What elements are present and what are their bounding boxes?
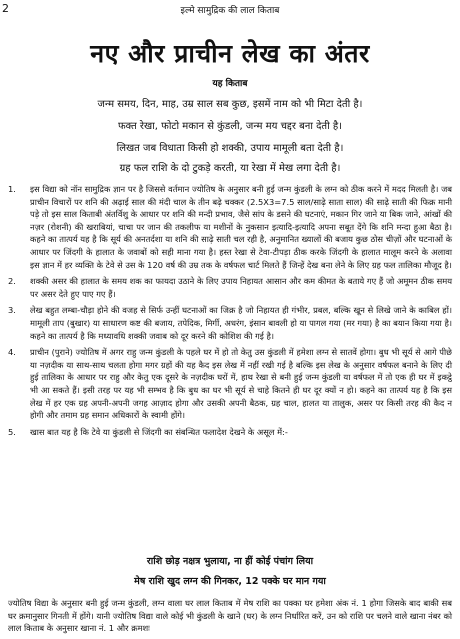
chapter-title: नए और प्राचीन लेख का अंतर xyxy=(90,39,370,68)
item-number: 2. xyxy=(8,276,16,287)
page-number: 2 xyxy=(2,2,9,15)
item-number: 4. xyxy=(8,347,16,358)
item-number: 1. xyxy=(8,184,16,194)
item-text: शक्की असर की हालात के समय शक का फायदा उठाने के लिए उपाय निहायत आसान और कम कीमत के बताये गए हैं जो अमूमन ठीक समय पर असर देते हुए पाए गए हैं। xyxy=(30,276,452,299)
item-number: 3. xyxy=(8,305,16,316)
poem-line: जन्म समय, दिन, माह, उम्र साल सब कुछ, इसमें नाम को भी मिटा देती है। xyxy=(97,99,363,110)
emphasis-line: मेष राशि खुद लग्न की गिनकर, 12 पक्के घर मान गया xyxy=(134,576,326,587)
list-item xyxy=(8,346,452,422)
numbered-list xyxy=(8,183,452,442)
item-text: लेख बहुत लम्बा-चौड़ा होने की वजह से सिर्फ उन्हीं घटनाओं का जिक्र है जो निहायत ही गंभीर, प्रबल, बल्कि खून से लिखे जाने के काबिल हों। मामूली ताप (बुखार) या साधारण कष्ट की बजाय, तपेदिक, मिर्गी, अधरंग, इंसान बावली हो या पागल गया (मर गया) है का बयान किया गया है। कहने का तात्पर्य है कि मध्यावधि शक्की जवाब को दूर करने की कोशिश की गई है। xyxy=(30,305,452,341)
item-text: इस विद्या को नॉन सामुद्रिक ज्ञान पर है जिससे वर्तमान ज्योतिष के अनुसार बनी हुई जन्म कुंडली के लग्न को ठीक करने में मदद मिलती है। जब प्राचीन विचारों पर शनि की अढ़ाई साल की मंदी चाल के तीन बढ़े चक्कर (2.5X3=7.5 साल/साढ़े साता साल) की साढ़े साती की फिक्र मानी पड़े तो इस साल किताबी अंतर्विशु के आधार पर शनि की मन्दी प्रभाव, जैसे सांप के डसने की घटनाएं, मकान गिर जाने या बिक जाने, आंखों की नज़र (रोशनी) की खराबियां, चाचा पर जान की तकलीफ या मशीनों के नुकसान इत्यादि-इत्यादि अपना सबूत देंगे कि शनि मन्दा हुआ बैठा है। कहने का तात्पर्य यह है कि सूर्य की अनतर्दशा या शनि की साढ़े साती चल रही है, अनुमानित ख्यालों की बजाय कुछ ठोस चीज़ों और घटनाओं के आधार पर जिंदगी के हालात के जवाबों को सही माना गया है। हस्त रेखा से टेवा-टीपड़ा ठीक करके जिंदगी के हालात मालूम करने के अलावा इस ज्ञान में हर व्यक्ति के टेवे से उस के 120 वर्ष की उम्र तक के वर्षफल चार्ट मिलते हैं जिन्हें देख बना लेने के लिए ग्रह फल तालिका मौजूद है। xyxy=(30,184,452,270)
poem-line: फक्त रेखा, फोटो मकान से कुंडली, जन्म मय चद्दर बना देती है। xyxy=(117,121,343,132)
subheading: यह किताब xyxy=(212,79,248,89)
poem-line: ग्रह फल राशि के दो टुकड़े करती, या रेखा में मेख लगा देती है। xyxy=(119,163,341,174)
poem-line: लिखत जब विधाता किसी हो शक्की, उपाय मामूली बता देती है। xyxy=(116,143,344,154)
item-text: खास बात यह है कि टेवे या कुंडली से जिंदगी का संबन्धित फलादेश देखने के असूल में:- xyxy=(30,426,288,437)
list-item xyxy=(8,304,452,342)
list-item xyxy=(8,183,452,271)
running-title: इल्मे सामुद्रिक की लाल किताब xyxy=(180,6,280,16)
emphasis-line: राशि छोड़ नक्षत्र भुलाया, ना हीं कोई पंचांग लिया xyxy=(146,556,314,567)
list-item xyxy=(8,426,452,439)
item-text: प्राचीन (पुराने) ज्योतिष में अगर राहु जन्म कुंडली के पहले घर में हो तो केतु उस कुंडली में हमेशा लग्न से सातवें होगा। बुध भी सूर्य से आगे पीछे या नज़दीक या साथ-साथ चलता होगा मगर ग्रहों की यह कैद इस लेख में नहीं रखी गई है बल्कि इस लेख के अनुसार वर्षफल बनाने के लिए दी हुई तालिका के आधार पर राहु और केतु एक दूसरे के नज़दीक घरों में, हाथ रेखा से बनी हुई जन्म कुंडली या वर्षफल में तो एक ही घर में इकट्ठे भी आ सकते हैं। इसी तरह पर यह भी सम्भव है कि बुध का घर भी सूर्य से चाहे कितने ही घर दूर क्यों न हो। कहने का तात्पर्य यह है कि इस लेख में हर एक ग्रह अपनी-अपनी जगह आज़ाद होगा और उसकी अपनी बैठक, ग्रह चाल, हालत या तालुक, असर पर किसी तरह की कैद न होगी और तमाम ग्रह समान अधिकारों के स्वामी होंगे। xyxy=(30,347,452,421)
page-header xyxy=(0,2,460,16)
list-item xyxy=(8,275,452,300)
closing-paragraph: ज्योतिष विद्या के अनुसार बनी हुई जन्म कुंडली, लग्न वाला घर लाल किताब में मेष राशि का पक्का घर हमेशा अंक नं. 1 होगा जिसके बाद बाकी सब घर क्रमानुसार गिनती में होंगे। यानी ज्योतिष विद्या वाले कोई भी कुंडली के खाने (घर) के लग्न निर्धारित करें, उन को राशि पर चलने वाले खाना नंबर को लाल किताब के अनुसार खाना नं. 1 और क्रमशः xyxy=(8,598,452,634)
item-number: 5. xyxy=(8,426,16,437)
